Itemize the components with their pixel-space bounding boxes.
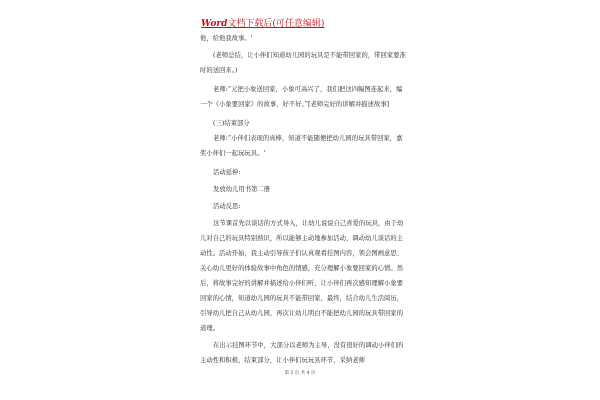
page-footer: 第 3 页 共 4 页 xyxy=(284,371,316,376)
section-heading-conclusion: (三)结束部分 xyxy=(213,120,250,127)
activity-reflection-text: 这节课首先以谈话的方式导入，让幼儿说说自己喜爱的玩具，由于幼儿对自己的玩具特别熟识，所以能够主动地参加活动，调动幼儿谈话的主动性。活动开始，我主动引导孩子们认真观看挂图内容，领会图画意思、关心幼儿更好的体验故事中角色的情感，充分理解小象要回家的心情。然后，将故事完好的讲解并描述给小伴们听，让小伴们再次感知理解小象要回家的心情，知道幼儿园的玩具不能带回家，最终，结合幼儿生活阅历，引导幼儿把自己从幼儿园，再次让幼儿明白不能把幼儿园的玩具带回家的道理。 xyxy=(200,220,404,332)
paragraph-1: 他，给他我故事。' xyxy=(200,35,253,42)
paragraph-3: 老师:“元把小象送回家，小象可高兴了，我们把这四幅图连起来，编一个《小象要回家》的故事，好不好。”[老师完好的讲解并描述故事] xyxy=(200,86,403,108)
header-title: 文档下载后(可任意编辑) xyxy=(227,19,325,29)
activity-reflection-label: 活动反思: xyxy=(213,203,241,210)
activity-extension-label: 活动延伸: xyxy=(213,169,241,176)
header-brand: Word xyxy=(201,19,228,29)
document-header xyxy=(201,16,324,29)
paragraph-2: (老师总结，让小伴们知道幼儿园的玩具是不能带回家的，带回家要准时的送回来。) xyxy=(200,52,406,74)
paragraph-5: 老师:“小伴们表现的真棒，知道不能随便把幼儿园的玩具带回家，嘉奖小伴们一起玩玩具。' xyxy=(200,135,403,157)
document-body xyxy=(200,31,408,368)
activity-extension-text: 发放幼儿用书第二册 xyxy=(213,186,271,193)
paragraph-10: 在出示挂图环节中，大部分以老师为主导，没有很好的调动小伴们的主动性和积极，结束部分，让小伴们玩玩具环节，采纳老师 xyxy=(200,342,404,364)
